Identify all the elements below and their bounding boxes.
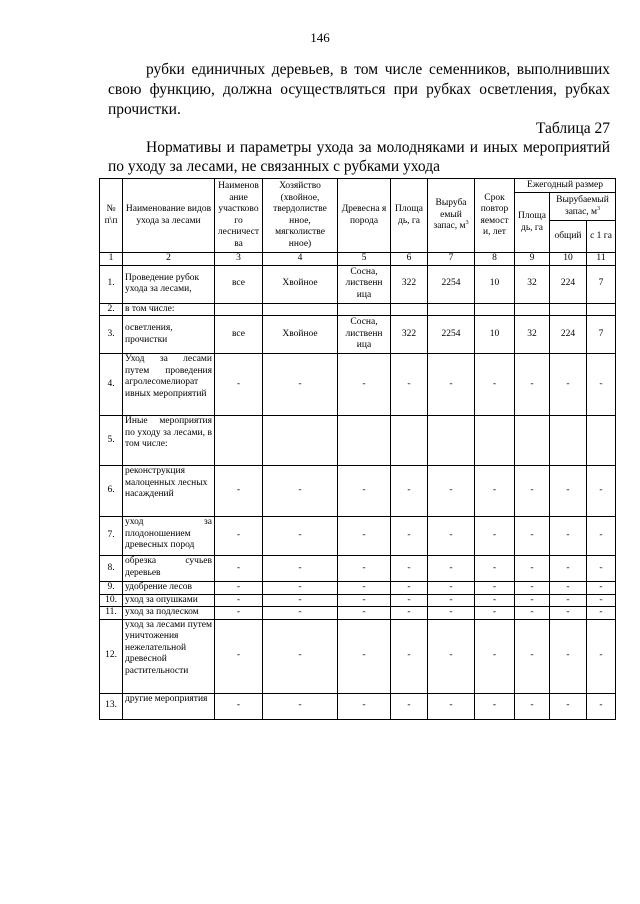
row-species: - <box>338 607 391 620</box>
row-num: 11. <box>100 607 123 620</box>
row-num: 7. <box>100 517 123 556</box>
row-name: осветления, прочистки <box>123 316 215 354</box>
table-label: Таблица 27 <box>535 120 610 137</box>
row-stock: 2254 <box>428 316 475 354</box>
col-number: 8 <box>475 253 515 266</box>
row-annual-area: - <box>515 354 550 416</box>
row-farm: - <box>263 582 338 595</box>
row-num: 8. <box>100 556 123 582</box>
col-number: 9 <box>515 253 550 266</box>
row-period: - <box>475 693 515 719</box>
row-num: 13. <box>100 693 123 719</box>
row-area: - <box>391 466 428 517</box>
row-area <box>391 416 428 466</box>
header-stock <box>428 179 475 253</box>
row-annual-total: - <box>550 556 587 582</box>
row-annual-per-ha: - <box>587 517 616 556</box>
row-species <box>338 416 391 466</box>
row-farm: - <box>263 607 338 620</box>
row-stock <box>428 416 475 466</box>
row-forestry: - <box>215 466 263 517</box>
row-name: обрезка сучьев деревьев <box>123 556 215 582</box>
row-period: - <box>475 607 515 620</box>
row-annual-area: - <box>515 582 550 595</box>
header-period: Срок повтор яемост и, лет <box>475 179 515 253</box>
table-row <box>100 265 616 303</box>
row-num: 4. <box>100 354 123 416</box>
row-forestry <box>215 416 263 466</box>
row-area: - <box>391 556 428 582</box>
row-annual-total: 224 <box>550 265 587 303</box>
forest-care-table <box>99 178 616 720</box>
row-area: - <box>391 517 428 556</box>
row-name: реконструкция малоценных лесных насаждений <box>123 466 215 517</box>
row-forestry <box>215 303 263 316</box>
row-annual-per-ha <box>587 416 616 466</box>
row-period: - <box>475 556 515 582</box>
header-annual-stock <box>550 193 616 221</box>
row-name: уход за плодоношением древесных пород <box>123 517 215 556</box>
row-annual-per-ha <box>587 303 616 316</box>
row-farm: - <box>263 517 338 556</box>
row-annual-per-ha: - <box>587 354 616 416</box>
table-row <box>100 466 616 517</box>
header-annual-stock-sup: 3 <box>597 205 601 212</box>
row-area: - <box>391 693 428 719</box>
row-stock: - <box>428 517 475 556</box>
row-species: - <box>338 354 391 416</box>
row-period <box>475 416 515 466</box>
row-annual-area: - <box>515 607 550 620</box>
row-name: Иные мероприятия по уходу за лесами, в том числе: <box>123 416 215 466</box>
table-body <box>100 265 616 719</box>
row-annual-total: - <box>550 517 587 556</box>
row-period: 10 <box>475 316 515 354</box>
row-name: уход за опушками <box>123 594 215 607</box>
row-stock: - <box>428 466 475 517</box>
row-name: в том числе: <box>123 303 215 316</box>
row-forestry: - <box>215 556 263 582</box>
row-annual-area: - <box>515 594 550 607</box>
header-annual: Ежегодный размер <box>515 179 616 193</box>
table-row <box>100 693 616 719</box>
header-total: общий <box>550 221 587 253</box>
row-annual-area <box>515 416 550 466</box>
row-farm: Хвойное <box>263 265 338 303</box>
row-name: другие мероприятия <box>123 693 215 719</box>
row-forestry: - <box>215 517 263 556</box>
row-annual-total: - <box>550 582 587 595</box>
row-stock: - <box>428 607 475 620</box>
row-period: 10 <box>475 265 515 303</box>
row-forestry: все <box>215 265 263 303</box>
row-farm: - <box>263 466 338 517</box>
row-annual-area: 32 <box>515 265 550 303</box>
row-farm: - <box>263 693 338 719</box>
row-annual-total: - <box>550 607 587 620</box>
row-period <box>475 303 515 316</box>
header-area: Площа дь, га <box>391 179 428 253</box>
row-annual-total: - <box>550 466 587 517</box>
col-number: 3 <box>215 253 263 266</box>
row-area: - <box>391 619 428 693</box>
row-stock: - <box>428 619 475 693</box>
row-farm <box>263 303 338 316</box>
row-annual-total <box>550 416 587 466</box>
row-species: - <box>338 556 391 582</box>
row-annual-area: - <box>515 517 550 556</box>
row-farm: - <box>263 354 338 416</box>
row-stock: - <box>428 556 475 582</box>
row-period: - <box>475 594 515 607</box>
table-row <box>100 517 616 556</box>
row-stock: - <box>428 693 475 719</box>
row-area: 322 <box>391 265 428 303</box>
row-forestry: - <box>215 619 263 693</box>
row-annual-per-ha: - <box>587 693 616 719</box>
col-number: 7 <box>428 253 475 266</box>
table-row <box>100 316 616 354</box>
row-forestry: все <box>215 316 263 354</box>
col-number: 6 <box>391 253 428 266</box>
row-annual-total: 224 <box>550 316 587 354</box>
row-species: - <box>338 582 391 595</box>
intro-paragraph: рубки единичных деревьев, в том числе семенников, выполнивших свою функцию, должна осуществляться при рубках осветления, рубках прочистки. <box>108 61 610 118</box>
row-area: - <box>391 607 428 620</box>
row-annual-area: - <box>515 619 550 693</box>
row-forestry: - <box>215 607 263 620</box>
table-row <box>100 354 616 416</box>
row-farm: - <box>263 619 338 693</box>
row-forestry: - <box>215 582 263 595</box>
row-num: 1. <box>100 265 123 303</box>
row-species: Сосна, лиственн ица <box>338 316 391 354</box>
row-species: - <box>338 594 391 607</box>
row-annual-total: - <box>550 693 587 719</box>
row-area: - <box>391 582 428 595</box>
col-number: 10 <box>550 253 587 266</box>
table-header <box>100 179 616 266</box>
col-number: 1 <box>100 253 123 266</box>
table-row <box>100 303 616 316</box>
row-annual-per-ha: - <box>587 607 616 620</box>
row-num: 5. <box>100 416 123 466</box>
table-title: Нормативы и параметры ухода за молодняками и иных мероприятий по уходу за лесами, не связанных с рубками ухода <box>108 139 610 175</box>
header-stock-sup: 3 <box>465 220 469 227</box>
row-annual-total: - <box>550 594 587 607</box>
header-annual-stock-text: Вырубаемый запас, м <box>556 195 609 217</box>
row-name: удобрение лесов <box>123 582 215 595</box>
row-annual-per-ha: - <box>587 582 616 595</box>
row-annual-per-ha: 7 <box>587 316 616 354</box>
row-annual-area: - <box>515 466 550 517</box>
header-forestry: Наименов ание участково го лесничест ва <box>215 179 263 253</box>
col-number: 5 <box>338 253 391 266</box>
row-stock: - <box>428 582 475 595</box>
row-farm: - <box>263 594 338 607</box>
page-number: 146 <box>310 30 330 45</box>
header-num: № п\п <box>100 179 123 253</box>
row-annual-total <box>550 303 587 316</box>
row-species <box>338 303 391 316</box>
row-species: - <box>338 466 391 517</box>
row-num: 3. <box>100 316 123 354</box>
row-stock: - <box>428 594 475 607</box>
table-row <box>100 594 616 607</box>
row-annual-per-ha: - <box>587 556 616 582</box>
col-number: 2 <box>123 253 215 266</box>
row-period: - <box>475 466 515 517</box>
row-name: Проведение рубок ухода за лесами, <box>123 265 215 303</box>
table-row <box>100 556 616 582</box>
row-period: - <box>475 354 515 416</box>
header-farm: Хозяйство (хвойное, твердолистве нное, мягколистве нное) <box>263 179 338 253</box>
row-species: - <box>338 693 391 719</box>
row-annual-area <box>515 303 550 316</box>
header-name: Наименование видов ухода за лесами <box>123 179 215 253</box>
row-name: Уход за лесами путем проведения агролесомелиорат ивных мероприятий <box>123 354 215 416</box>
row-species: - <box>338 619 391 693</box>
table-row <box>100 619 616 693</box>
row-forestry: - <box>215 354 263 416</box>
row-annual-per-ha: 7 <box>587 265 616 303</box>
row-farm <box>263 416 338 466</box>
row-area <box>391 303 428 316</box>
row-annual-per-ha: - <box>587 466 616 517</box>
row-annual-per-ha: - <box>587 594 616 607</box>
row-stock: - <box>428 354 475 416</box>
row-area: 322 <box>391 316 428 354</box>
row-species: Сосна, лиственн ица <box>338 265 391 303</box>
row-period: - <box>475 517 515 556</box>
table-row <box>100 416 616 466</box>
row-annual-area: - <box>515 556 550 582</box>
table-row <box>100 582 616 595</box>
row-species: - <box>338 517 391 556</box>
row-num: 9. <box>100 582 123 595</box>
row-num: 2. <box>100 303 123 316</box>
header-stock-text: Выруба емый запас, м <box>433 198 467 232</box>
row-stock <box>428 303 475 316</box>
header-per-ha: с 1 га <box>587 221 616 253</box>
row-num: 12. <box>100 619 123 693</box>
row-area: - <box>391 354 428 416</box>
row-num: 10. <box>100 594 123 607</box>
row-annual-total: - <box>550 354 587 416</box>
row-num: 6. <box>100 466 123 517</box>
row-annual-area: 32 <box>515 316 550 354</box>
row-name: уход за подлеском <box>123 607 215 620</box>
row-area: - <box>391 594 428 607</box>
col-number: 11 <box>587 253 616 266</box>
row-period: - <box>475 582 515 595</box>
row-farm: - <box>263 556 338 582</box>
row-annual-area: - <box>515 693 550 719</box>
row-period: - <box>475 619 515 693</box>
header-annual-area: Площа дь, га <box>515 193 550 253</box>
row-name: уход за лесами путем уничтожения нежелательной древесной растительности <box>123 619 215 693</box>
row-annual-per-ha: - <box>587 619 616 693</box>
header-species: Древесна я порода <box>338 179 391 253</box>
row-forestry: - <box>215 594 263 607</box>
row-forestry: - <box>215 693 263 719</box>
table-row <box>100 607 616 620</box>
col-number: 4 <box>263 253 338 266</box>
row-annual-total: - <box>550 619 587 693</box>
row-farm: Хвойное <box>263 316 338 354</box>
row-stock: 2254 <box>428 265 475 303</box>
